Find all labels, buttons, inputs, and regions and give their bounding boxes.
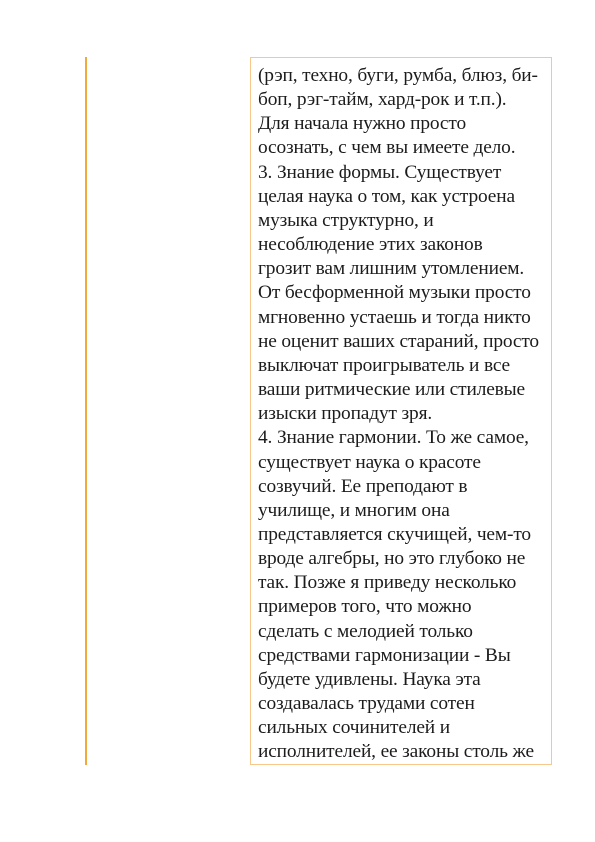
text-line: Для начала нужно просто bbox=[258, 113, 466, 135]
text-line: ваши ритмические или стилевые bbox=[258, 379, 526, 401]
left-margin-rule bbox=[85, 57, 87, 765]
body-text bbox=[258, 64, 545, 765]
text-line: примеров того, что можно bbox=[258, 596, 472, 618]
text-line: сделать с мелодией только bbox=[258, 620, 473, 642]
text-line: целая наука о том, как устроена bbox=[258, 185, 515, 207]
text-line: существует наука о красоте bbox=[258, 451, 481, 473]
text-line: не оценит ваших стараний, просто bbox=[258, 330, 539, 352]
text-line: создавалась трудами сотен bbox=[258, 693, 475, 715]
text-line: 4. Знание гармонии. То же самое, bbox=[258, 427, 529, 449]
text-line: осознать, с чем вы имеете дело. bbox=[258, 137, 516, 159]
text-line: училище, и многим она bbox=[258, 499, 450, 521]
text-line: несоблюдение этих законов bbox=[258, 234, 483, 256]
text-line: исполнителей, ее законы столь же bbox=[258, 741, 534, 763]
text-line: боп, рэг-тайм, хард-рок и т.п.). bbox=[258, 89, 507, 111]
text-line: (рэп, техно, буги, румба, блюз, би- bbox=[258, 65, 538, 86]
text-line: средствами гармонизации - Вы bbox=[258, 644, 511, 666]
text-line: сильных сочинителей и bbox=[258, 717, 450, 739]
text-line: представляется скучищей, чем-то bbox=[258, 523, 531, 545]
text-line: От бесформенной музыки просто bbox=[258, 282, 531, 304]
text-line: будете удивлены. Наука эта bbox=[258, 668, 481, 690]
text-frame bbox=[250, 57, 552, 765]
text-line: созвучий. Ее преподают в bbox=[258, 475, 468, 497]
text-line: мгновенно устаешь и тогда никто bbox=[258, 306, 531, 328]
text-line: 3. Знание формы. Существует bbox=[258, 161, 502, 183]
text-line: грозит вам лишним утомлением. bbox=[258, 258, 525, 280]
text-line: музыка структурно, и bbox=[258, 209, 434, 231]
text-line: выключат проигрыватель и все bbox=[258, 354, 510, 376]
text-line: так. Позже я приведу несколько bbox=[258, 572, 517, 594]
text-line: вроде алгебры, но это глубоко не bbox=[258, 548, 526, 570]
text-line: изыски пропадут зря. bbox=[258, 403, 433, 425]
